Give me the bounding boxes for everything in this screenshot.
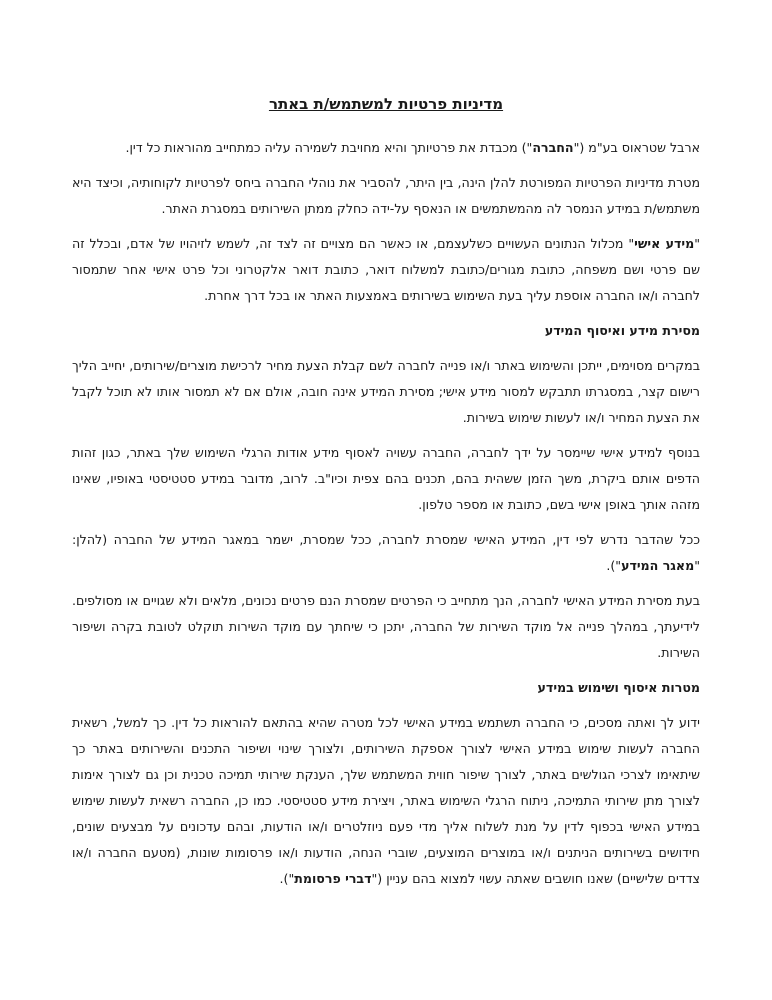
intro-text-end: ") מכבדת את פרטיותך והיא מחויבת לשמירה עליה כמתחייב מהוראות כל דין. bbox=[125, 140, 533, 155]
definition-text: " מכלול הנתונים העשויים כשלעצמם, או כאשר הם מצויים זה לצד זה, לשמש לזיהויו של אדם, ובכלל זה שם פרטי ושם משפחה, כתובת מגורים/כתובת למשלוח דואר, כתובת דואר אלקטרוני וכל פרט אישי אחר שתמסור לחברה ו/או החברה אוספת עליך בעת השימוש בשירותים באמצעות האתר או בכל דרך אחרת. bbox=[72, 236, 700, 303]
definition-quote-open: " bbox=[694, 236, 700, 251]
database-text-start: ככל שהדבר נדרש לפי דין, המידע האישי שמסרת לחברה, ככל שמסרת, ישמר במאגר המידע של החברה (להלן: " bbox=[72, 532, 700, 573]
personal-info-defined-term: מידע אישי bbox=[634, 236, 695, 251]
purposes-text: ידוע לך ואתה מסכים, כי החברה תשתמש במידע האישי לכל מטרה שהיא בהתאם להוראות כל דין. כך למשל, רשאית החברה לעשות שימוש במידע האישי לצורך אספקת השירותים, ולצורך שינוי ושיפור התכנים והשירותים באתר כך שיתאימו לצרכי הגולשים באתר, לצורך שיפור חווית המשתמש שלך, הענקת שירותי תמיכה טכנית וכן גם לצורך אימות לצורך מתן שירותי התמיכה, ניתוח הרגלי השימוש באתר, ויצירת מידע סטטיסטי. כמו כן, החברה רשאית לעשות שימוש במידע האישי בכפוף לדין על מנת לשלוח אליך מדי פעם ניוזלטרים ו/או הודעות, ובהם עדכונים על מבצעים שונים, חידושים בשירותים הניתנים ו/או במוצרים המוצעים, שוברי הנחה, הודעות ו/או פרסומות שונות, (מטעם החברה ו/או צדדים שלישיים) שאנו חושבים שאתה עשוי למצוא בהם עניין (" bbox=[72, 715, 700, 886]
personal-info-definition-paragraph bbox=[72, 231, 700, 309]
usage-habits-paragraph: בנוסף למידע אישי שיימסר על ידך לחברה, החברה עשויה לאסוף מידע אודות הרגלי השימוש שלך באתר, כגון זהות הדפים אותם ביקרת, משך הזמן ששהית בהם, תכנים בהם צפית וכיו"ב. לרוב, מדובר במידע סטטיסטי באופיו, שאינו מזהה אותך באופן אישי בשם, כתובת או מספר טלפון. bbox=[72, 445, 700, 512]
database-paragraph bbox=[72, 527, 700, 579]
purposes-paragraph bbox=[72, 710, 700, 892]
intro-paragraph bbox=[72, 135, 700, 161]
document-title: מדיניות פרטיות למשתמש/ת באתר bbox=[268, 95, 504, 113]
database-defined-term: מאגר המידע bbox=[621, 558, 695, 573]
database-text-end: "). bbox=[606, 558, 622, 573]
section-heading-purposes: מטרות איסוף ושימוש במידע bbox=[537, 680, 700, 695]
advertising-defined-term: דברי פרסומת bbox=[294, 871, 372, 886]
registration-paragraph: במקרים מסוימים, ייתכן והשימוש באתר ו/או פנייה לחברה לשם קבלת הצעת מחיר לרכישת מוצרים/שירותים, יחייב הליך רישום קצר, במסגרתו תתבקש למסור מידע אישי; מסירת המידע אינה חובה, אולם אם לא תמסור אותו לא תוכל לקבל את הצעת המחיר ו/או לעשות שימוש בשירות. bbox=[72, 358, 700, 425]
purposes-text-end: "). bbox=[279, 871, 295, 886]
intro-text-start: ארבל שטראוס בע"מ (" bbox=[573, 140, 700, 155]
accuracy-paragraph: בעת מסירת המידע האישי לחברה, הנך מתחייב כי הפרטים שמסרת הנם פרטים נכונים, מלאים ולא שגויים או מסולפים. לידיעתך, במהלך פנייה אל מוקד השירות של החברה, יתכן כי שיחתך עם מוקד השירות תוקלט לטובת בקרה ושיפור השירות. bbox=[72, 593, 700, 660]
section-heading-data-collection: מסירת מידע ואיסוף המידע bbox=[544, 323, 700, 338]
purpose-paragraph: מטרת מדיניות הפרטיות המפורטת להלן הינה, בין היתר, להסביר את נוהלי החברה ביחס לפרטיות לקוחותיה, וכיצד היא משתמש/ת במידע הנמסר לה מהמשתמשים או הנאסף על-ידה כחלק ממתן השירותים במסגרת האתר. bbox=[72, 175, 700, 216]
company-defined-term: החברה bbox=[532, 140, 574, 155]
